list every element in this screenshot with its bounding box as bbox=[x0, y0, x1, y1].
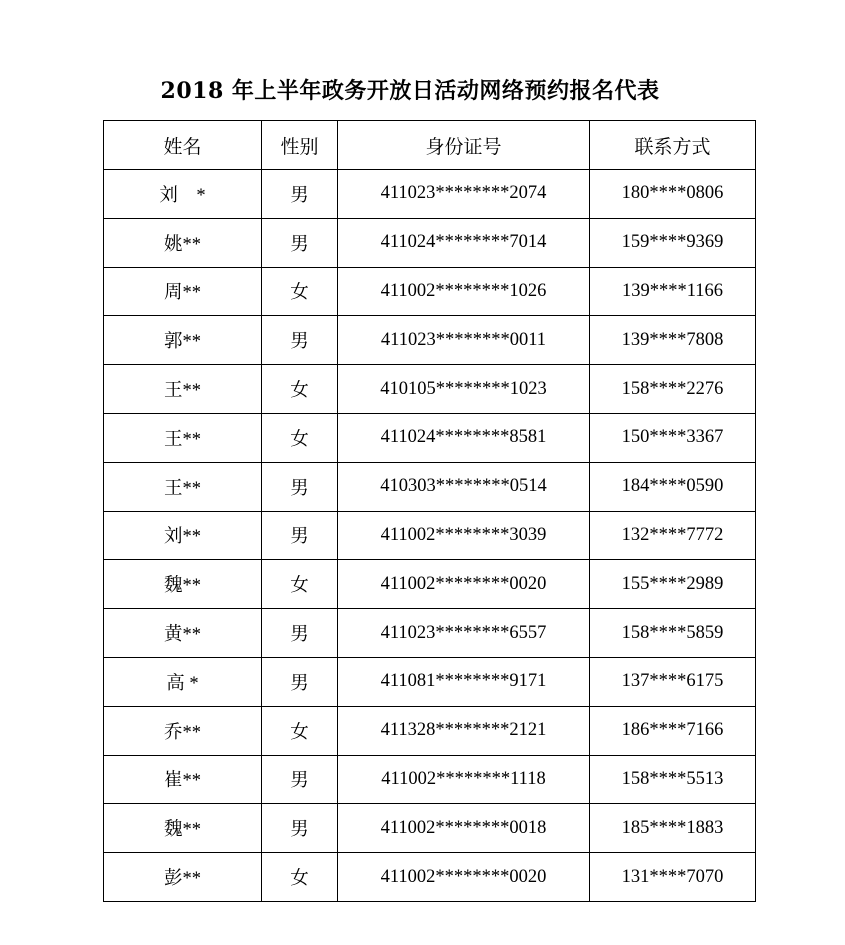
table-row bbox=[104, 267, 756, 316]
cell-id-number: 411024********7014 bbox=[338, 218, 590, 267]
cell-contact: 150****3367 bbox=[590, 413, 756, 462]
cell-id-number: 410303********0514 bbox=[338, 462, 590, 511]
table-row bbox=[104, 462, 756, 511]
cell-gender: 男 bbox=[262, 316, 338, 365]
cell-gender: 男 bbox=[262, 218, 338, 267]
cell-contact: 158****2276 bbox=[590, 365, 756, 414]
table-row bbox=[104, 804, 756, 853]
cell-contact: 185****1883 bbox=[590, 804, 756, 853]
header-gender: 性别 bbox=[262, 121, 338, 170]
cell-contact: 155****2989 bbox=[590, 560, 756, 609]
cell-id-number: 411081********9171 bbox=[338, 657, 590, 706]
cell-name: 王** bbox=[104, 462, 262, 511]
table-row bbox=[104, 170, 756, 219]
cell-name: 刘 * bbox=[104, 170, 262, 219]
cell-contact: 184****0590 bbox=[590, 462, 756, 511]
table-row bbox=[104, 413, 756, 462]
cell-id-number: 411023********2074 bbox=[338, 170, 590, 219]
table-row bbox=[104, 218, 756, 267]
cell-name: 王** bbox=[104, 365, 262, 414]
cell-gender: 男 bbox=[262, 804, 338, 853]
table-row bbox=[104, 657, 756, 706]
cell-name: 刘** bbox=[104, 511, 262, 560]
header-name: 姓名 bbox=[104, 121, 262, 170]
table-header-row bbox=[104, 121, 756, 170]
cell-contact: 159****9369 bbox=[590, 218, 756, 267]
cell-gender: 女 bbox=[262, 267, 338, 316]
cell-gender: 男 bbox=[262, 511, 338, 560]
cell-gender: 女 bbox=[262, 560, 338, 609]
cell-contact: 137****6175 bbox=[590, 657, 756, 706]
cell-gender: 男 bbox=[262, 462, 338, 511]
cell-contact: 180****0806 bbox=[590, 170, 756, 219]
cell-id-number: 411002********0020 bbox=[338, 853, 590, 902]
table-row bbox=[104, 853, 756, 902]
cell-id-number: 411024********8581 bbox=[338, 413, 590, 462]
cell-name: 郭** bbox=[104, 316, 262, 365]
cell-gender: 男 bbox=[262, 657, 338, 706]
cell-id-number: 411002********0020 bbox=[338, 560, 590, 609]
cell-contact: 139****1166 bbox=[590, 267, 756, 316]
cell-contact: 139****7808 bbox=[590, 316, 756, 365]
table-row bbox=[104, 706, 756, 755]
table-row bbox=[104, 316, 756, 365]
table-row bbox=[104, 755, 756, 804]
cell-name: 乔** bbox=[104, 706, 262, 755]
cell-id-number: 411002********3039 bbox=[338, 511, 590, 560]
cell-id-number: 411023********6557 bbox=[338, 609, 590, 658]
cell-id-number: 411328********2121 bbox=[338, 706, 590, 755]
table-row bbox=[104, 365, 756, 414]
table-row bbox=[104, 560, 756, 609]
header-contact: 联系方式 bbox=[590, 121, 756, 170]
table-row bbox=[104, 609, 756, 658]
cell-name: 崔** bbox=[104, 755, 262, 804]
cell-name: 姚** bbox=[104, 218, 262, 267]
cell-name: 魏** bbox=[104, 804, 262, 853]
cell-contact: 158****5513 bbox=[590, 755, 756, 804]
cell-gender: 男 bbox=[262, 609, 338, 658]
cell-id-number: 411002********1118 bbox=[338, 755, 590, 804]
cell-contact: 186****7166 bbox=[590, 706, 756, 755]
cell-name: 高 * bbox=[104, 657, 262, 706]
cell-id-number: 411002********1026 bbox=[338, 267, 590, 316]
cell-contact: 158****5859 bbox=[590, 609, 756, 658]
cell-id-number: 410105********1023 bbox=[338, 365, 590, 414]
cell-name: 王** bbox=[104, 413, 262, 462]
cell-id-number: 411002********0018 bbox=[338, 804, 590, 853]
cell-name: 周** bbox=[104, 267, 262, 316]
document-title: 2018 年上半年政务开放日活动网络预约报名代表 bbox=[160, 77, 660, 104]
cell-id-number: 411023********0011 bbox=[338, 316, 590, 365]
cell-gender: 女 bbox=[262, 853, 338, 902]
table-row bbox=[104, 511, 756, 560]
cell-name: 魏** bbox=[104, 560, 262, 609]
registration-table bbox=[103, 120, 756, 902]
header-id-number: 身份证号 bbox=[338, 121, 590, 170]
cell-gender: 女 bbox=[262, 706, 338, 755]
cell-gender: 女 bbox=[262, 413, 338, 462]
cell-contact: 131****7070 bbox=[590, 853, 756, 902]
cell-name: 彭** bbox=[104, 853, 262, 902]
cell-contact: 132****7772 bbox=[590, 511, 756, 560]
cell-name: 黄** bbox=[104, 609, 262, 658]
cell-gender: 男 bbox=[262, 755, 338, 804]
cell-gender: 男 bbox=[262, 170, 338, 219]
cell-gender: 女 bbox=[262, 365, 338, 414]
